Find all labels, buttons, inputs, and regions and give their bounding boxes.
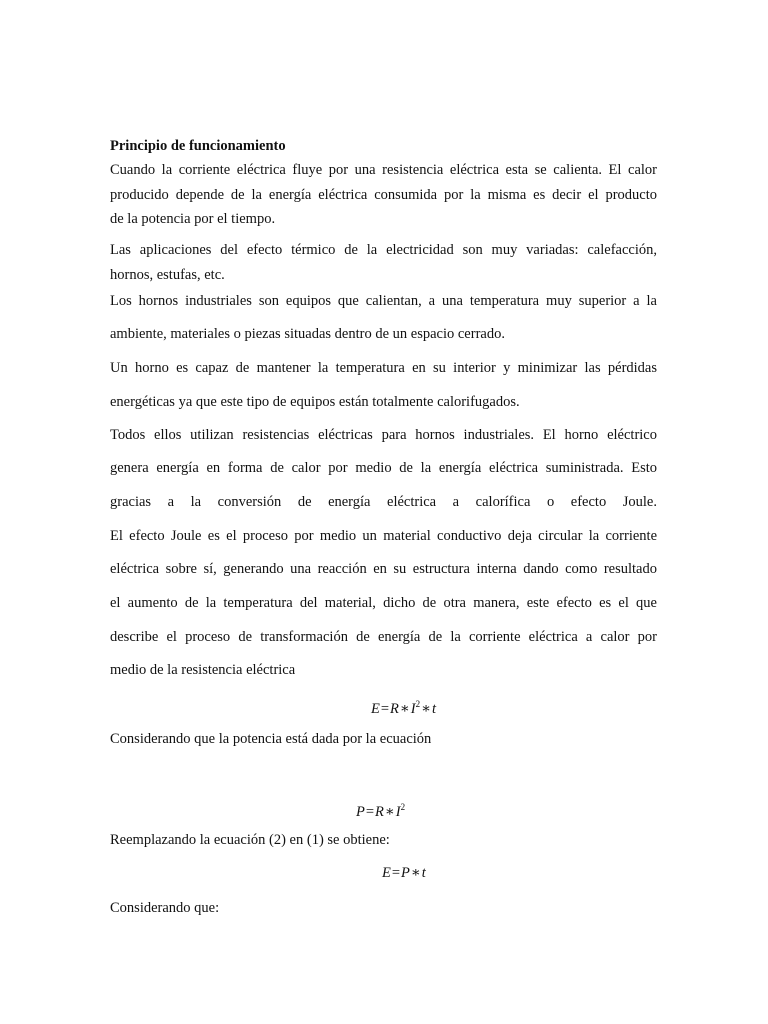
body-line: medio de la resistencia eléctrica [110, 662, 296, 678]
body-line: Las aplicaciones del efecto térmico de la electricidad son muy variadas: calefacción, [110, 242, 657, 258]
equation-energy: $E=R∗I^2∗t$ [371, 699, 436, 717]
body-line: el aumento de la temperatura del material, dicho de otra manera, este efecto es el que [110, 595, 657, 611]
body-line: ambiente, materiales o piezas situadas dentro de un espacio cerrado. [110, 326, 505, 342]
body-line: eléctrica sobre sí, generando una reacción en su estructura interna dando como resultado [110, 561, 657, 577]
body-line: Reemplazando la ecuación (2) en (1) se obtiene: [110, 832, 390, 848]
body-line: describe el proceso de transformación de energía de la corriente eléctrica a calor por [110, 629, 657, 645]
body-line: gracias a la conversión de energía eléctrica a calorífica o efecto Joule. [110, 494, 657, 510]
body-line: hornos, estufas, etc. [110, 267, 225, 283]
body-line: de la potencia por el tiempo. [110, 211, 276, 227]
body-line: Los hornos industriales son equipos que calientan, a una temperatura muy superior a la [110, 293, 657, 309]
body-line: El efecto Joule es el proceso por medio un material conductivo deja circular la corriente [110, 528, 657, 544]
body-line: energéticas ya que este tipo de equipos están totalmente calorifugados. [110, 394, 520, 410]
body-line: Todos ellos utilizan resistencias eléctricas para hornos industriales. El horno eléctrico [110, 427, 657, 443]
section-heading: Principio de funcionamiento [110, 138, 286, 154]
body-line: genera energía en forma de calor por medio de la energía eléctrica suministrada. Esto [110, 460, 657, 476]
body-line: producido depende de la energía eléctrica consumida por la misma es decir el producto [110, 187, 657, 203]
equation-power: $P=R∗I^2$ [356, 802, 406, 820]
equation-energy-power-time: E=P∗t [382, 865, 426, 881]
body-line: Considerando que la potencia está dada por la ecuación [110, 731, 432, 747]
body-line: Cuando la corriente eléctrica fluye por una resistencia eléctrica esta se calienta. El calor [110, 162, 657, 178]
body-line: Un horno es capaz de mantener la temperatura en su interior y minimizar las pérdidas [110, 360, 657, 376]
body-line: Considerando que: [110, 900, 220, 916]
